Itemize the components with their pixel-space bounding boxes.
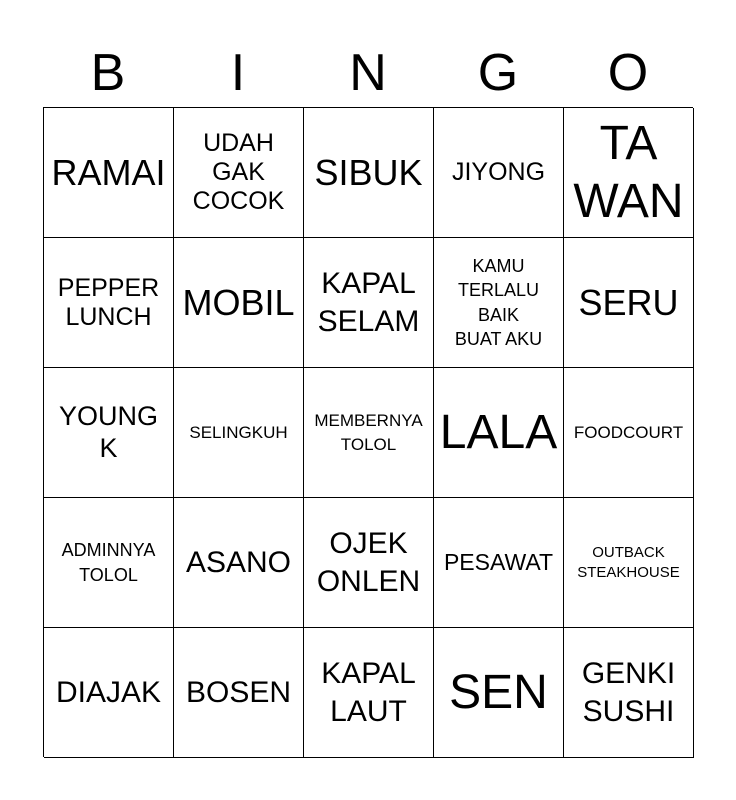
bingo-cell[interactable]: OUTBACK STEAKHOUSE [564,498,694,628]
bingo-cell[interactable]: RAMAI [44,108,174,238]
bingo-header [43,38,693,108]
bingo-cell[interactable]: FOODCOURT [564,368,694,498]
bingo-cell[interactable]: YOUNG K [44,368,174,498]
bingo-cell[interactable]: BOSEN [174,628,304,758]
bingo-cell[interactable]: SIBUK [304,108,434,238]
bingo-cell[interactable]: LALA [434,368,564,498]
bingo-cell[interactable]: UDAH GAK COCOK [174,108,304,238]
bingo-cell[interactable]: TA WAN [564,108,694,238]
bingo-cell[interactable]: KAPAL LAUT [304,628,434,758]
bingo-cell[interactable]: DIAJAK [44,628,174,758]
bingo-cell[interactable]: OJEK ONLEN [304,498,434,628]
bingo-cell[interactable]: GENKI SUSHI [564,628,694,758]
bingo-cell[interactable]: JIYONG [434,108,564,238]
bingo-cell[interactable]: ASANO [174,498,304,628]
bingo-cell[interactable]: KAMU TERLALU BAIK BUAT AKU [434,238,564,368]
bingo-cell[interactable]: SERU [564,238,694,368]
bingo-cell[interactable]: MOBIL [174,238,304,368]
header-letter-i: I [230,44,246,102]
header-letter-n: N [349,44,387,102]
header-letter-g: G [477,44,519,102]
header-letter-b: B [90,44,126,102]
bingo-grid [43,107,693,757]
bingo-cell[interactable]: ADMINNYA TOLOL [44,498,174,628]
bingo-cell[interactable]: MEMBERNYA TOLOL [304,368,434,498]
bingo-cell[interactable]: PESAWAT [434,498,564,628]
bingo-cell[interactable]: PEPPER LUNCH [44,238,174,368]
bingo-cell[interactable]: KAPAL SELAM [304,238,434,368]
header-letter-o: O [607,44,649,102]
bingo-cell[interactable]: SEN [434,628,564,758]
bingo-cell[interactable]: SELINGKUH [174,368,304,498]
